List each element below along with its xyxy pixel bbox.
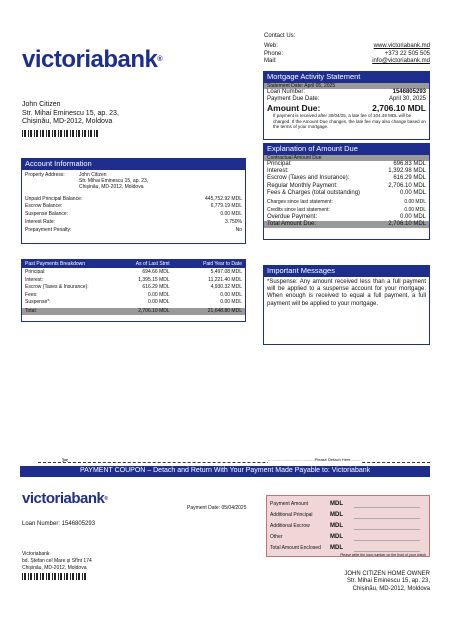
important-messages-body: *Suspense: Any amount received less than a full payment will be applied to a suspense account for your mortgage. When enough is received to equal a full payment, a full payment will be applied to your mortgage. bbox=[267, 278, 426, 307]
statement-date: Statement Date: April 05, 2025 bbox=[264, 83, 429, 89]
coupon-owner-address bbox=[300, 571, 430, 593]
contact-title: Contact Us: bbox=[264, 33, 296, 39]
explanation-row: Regular Monthly Payment: 2,706.10 MDL bbox=[267, 182, 426, 189]
ytd-header: Paid Year to Date bbox=[203, 261, 242, 267]
other-label: Other bbox=[270, 533, 283, 540]
property-owner: John Citizen bbox=[79, 171, 107, 178]
detach-text: ..........................................Please Detach Here.......... bbox=[268, 457, 362, 462]
due-date: April 30, 2025 bbox=[388, 96, 426, 102]
contractual-amount-label: Contractual Amount Due bbox=[264, 155, 429, 161]
explanation-box bbox=[263, 143, 430, 240]
account-row: Unpaid Principal Balance: 445,752.92 MDL bbox=[25, 195, 242, 202]
coupon-bank-line2: Chișinău, MD-2012, Moldova bbox=[22, 564, 87, 571]
past-payment-row: Fees: 0.00 MDL 0.00 MDL bbox=[25, 291, 242, 298]
coupon-owner-line2: Chișinău, MD-2012, Moldova bbox=[352, 585, 430, 592]
additional-escrow-label: Additional Escrow bbox=[270, 522, 310, 529]
total-enclosed-label: Total Amount Enclosed bbox=[270, 544, 321, 551]
additional-principal-row: Additional Principal MDL bbox=[270, 509, 426, 520]
loan-number: 1546805293 bbox=[392, 88, 426, 95]
property-address-label: Property Address: bbox=[25, 171, 65, 178]
property-address-line2: Chișinău, MD-2012, Moldova bbox=[79, 183, 144, 190]
coupon-owner-line1: Str. Mihai Eminescu 15, ap. 23, bbox=[346, 578, 430, 585]
total-amount-due-row: Total Amount Due: 2,706.10 MDL bbox=[264, 221, 429, 228]
past-payments-header: Past Payments Breakdown bbox=[25, 261, 86, 267]
explanation-row: Credits since last statement: 0.00 MDL bbox=[267, 206, 426, 213]
payment-amount-label: Payment Amount bbox=[270, 500, 309, 507]
last-stmt-header: As of Last Stmt bbox=[135, 261, 170, 267]
payment-coupon-banner: PAYMENT COUPON – Detach and Return With Your Payment Made Payable to: Victoriabank bbox=[20, 466, 430, 477]
explanation-row: Escrow (Taxes and Insurance): 616.29 MDL bbox=[267, 175, 426, 182]
coupon-fine-print: Please write the loan number on the front of your check bbox=[340, 553, 426, 557]
statement-title: Mortgage Activity Statement bbox=[264, 72, 429, 83]
important-messages-box bbox=[263, 265, 430, 345]
payment-amount-row: Payment Amount MDL bbox=[270, 498, 426, 509]
explanation-row: Interest: 1,392.98 MDL bbox=[267, 168, 426, 174]
web-link[interactable]: www.victoriabank.md bbox=[373, 43, 430, 50]
total-enclosed-row: Total Amount Enclosed MDL bbox=[270, 542, 426, 553]
coupon-owner-name: JOHN CITIZEN HOME OWNER bbox=[344, 571, 430, 577]
coupon-bank-name: Victoriabank bbox=[22, 551, 50, 557]
amount-due-label: Amount Due: bbox=[267, 103, 321, 114]
contact-block bbox=[264, 33, 430, 66]
due-date-label: Payment Due Date: bbox=[267, 96, 320, 102]
total-enclosed-input[interactable] bbox=[354, 544, 420, 552]
past-payment-row: Principal: 694.66 MDL 5,497.08 MDL bbox=[25, 269, 242, 275]
scissors-icon: ✂ bbox=[62, 456, 69, 465]
account-row: Escrow Balance: 6,779.19 MDL bbox=[25, 203, 242, 210]
property-address-line1: Str. Mihai Eminescu 15, ap. 23, bbox=[79, 177, 149, 184]
victoriabank-logo bbox=[22, 46, 162, 74]
loan-number-label: Loan Number: bbox=[267, 88, 306, 95]
past-payment-row: Interest: 1,395.15 MDL 11,221.40 MDL bbox=[25, 276, 242, 283]
other-row: Other MDL bbox=[270, 531, 426, 542]
account-info-box bbox=[21, 158, 246, 244]
coupon-bank-line1: bd. Ștefan cel Mare și Sfînt 174 bbox=[22, 557, 92, 564]
logo-registered-mark: ® bbox=[157, 56, 163, 63]
mortgage-statement-box bbox=[263, 71, 430, 140]
coupon-payment-date: Payment Date: 05/04/2025 bbox=[187, 505, 247, 511]
payment-amount-input[interactable] bbox=[354, 500, 420, 508]
additional-principal-label: Additional Principal bbox=[270, 511, 313, 518]
coupon-loan-number: Loan Number: 1546805293 bbox=[22, 521, 96, 527]
important-messages-title: Important Messages bbox=[264, 266, 429, 277]
coupon-barcode bbox=[22, 573, 88, 580]
mail-link[interactable]: info@victoriabank.md bbox=[372, 58, 430, 65]
customer-name: John Citizen bbox=[22, 101, 61, 108]
additional-escrow-row: Additional Escrow MDL bbox=[270, 520, 426, 531]
web-label: Web: bbox=[264, 43, 278, 50]
explanation-row: Principal: 696.83 MDL bbox=[267, 160, 426, 167]
account-row: Suspense Balance: 0.00 MDL bbox=[25, 211, 242, 218]
coupon-bank-address bbox=[22, 551, 92, 580]
past-payment-total-row: Total: 2,706.10 MDL 21,648.80 MDL bbox=[22, 308, 245, 315]
phone-number: +373 22 505 505 bbox=[384, 50, 430, 57]
past-payments-table bbox=[21, 259, 246, 322]
account-row: Interest Rate: 3.750% bbox=[25, 218, 242, 225]
past-payment-row: Escrow (Taxes & Insurance): 616.29 MDL 4,930.32 MDL bbox=[25, 284, 242, 291]
customer-address-line1: Str. Mihai Eminescu 15, ap. 23, bbox=[22, 109, 119, 117]
logo-text: victoriabank bbox=[22, 46, 158, 73]
coupon-logo: victoriabank® bbox=[22, 490, 108, 507]
account-info-title: Account Information bbox=[22, 159, 245, 170]
account-row: Prepayment Penalty: No bbox=[25, 226, 242, 233]
customer-address bbox=[22, 101, 119, 137]
late-fee-note: If payment is received after 30/04/25, a late fee of 104.49 MDL will be charged. If the Amount Due changes, the late fee may also change based on the terms of your mortgage. bbox=[273, 113, 426, 129]
coupon-payment-box bbox=[266, 495, 430, 557]
explanation-title: Explanation of Amount Due bbox=[264, 144, 429, 155]
additional-principal-input[interactable] bbox=[354, 511, 420, 519]
explanation-row: Overdue Payment: 0.00 MDL bbox=[267, 213, 426, 220]
detach-line bbox=[38, 458, 430, 466]
amount-due: 2,706.10 MDL bbox=[372, 103, 426, 114]
mail-label: Mail: bbox=[264, 58, 277, 65]
past-payment-row: Suspense*: 0.00 MDL 0.00 MDL bbox=[25, 299, 242, 306]
additional-escrow-input[interactable] bbox=[354, 522, 420, 530]
customer-address-line2: Chișinău, MD-2012, Moldova bbox=[22, 118, 113, 126]
explanation-row: Charges since last statement: 0.00 MDL bbox=[267, 198, 426, 205]
postal-barcode bbox=[22, 130, 100, 137]
explanation-row: Fees & Charges (total outstanding) 0.00 MDL bbox=[267, 190, 426, 197]
phone-label: Phone: bbox=[264, 50, 284, 57]
other-input[interactable] bbox=[354, 533, 420, 541]
